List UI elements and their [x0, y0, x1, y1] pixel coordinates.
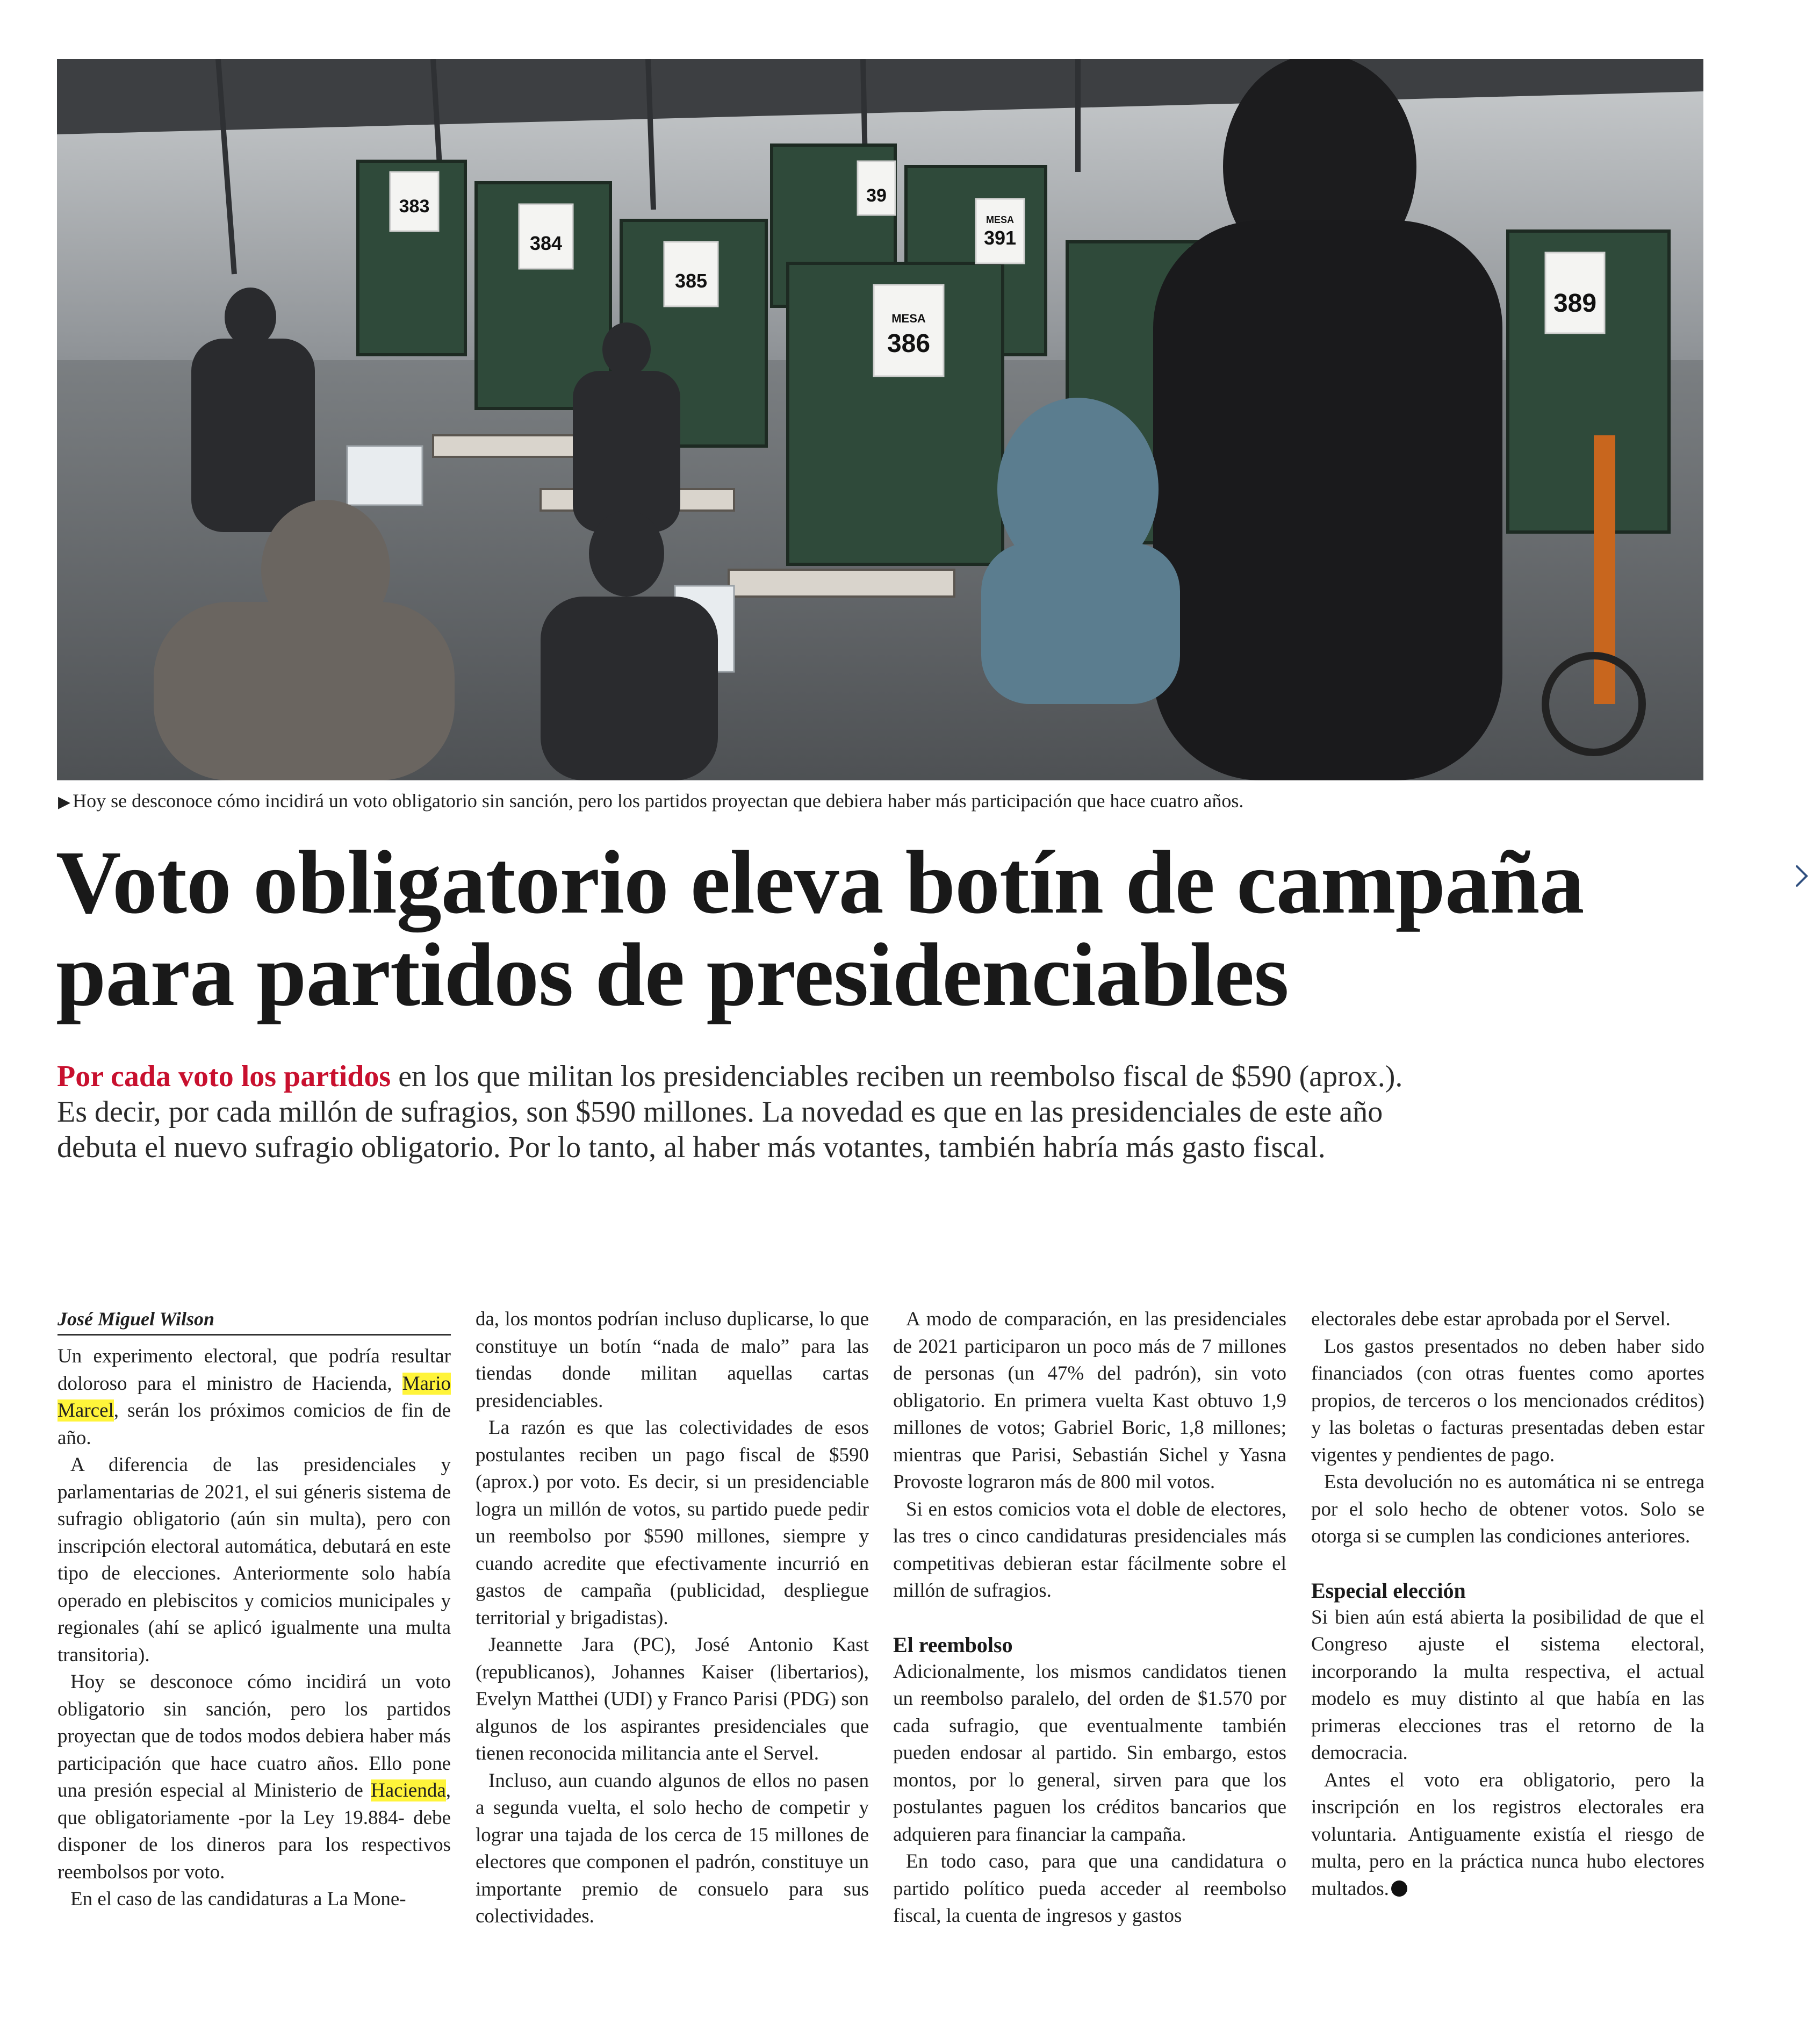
svg-text:389: 389 [1553, 289, 1597, 318]
paragraph [57, 1669, 451, 1886]
paragraph: Incluso, aun cuando algunos de ellos no pasen a segunda vuelta, el solo hecho de competir y lograr una tajada de los cerca de 15 millones de electores que componen el padrón, constituye un importante premio de consuelo para sus colectividades. [476, 1769, 869, 1927]
subheading-reembolso: El reembolso [893, 1632, 1013, 1657]
paragraph: Los gastos presentados no deben haber sido financiados (con otras fuentes como aportes propios, de terceros o los mencionados créditos) y las boletas o facturas presentadas deben estar vigentes y pendientes de pago. [1311, 1335, 1704, 1466]
paragraph [57, 1343, 451, 1452]
paragraph: En el caso de las candidaturas a La Mone- [70, 1888, 406, 1910]
text: , que obligatoriamente -por la Ley 19.884- debe disponer de los dineros para los respectivos reembolsos por voto. [57, 1779, 451, 1883]
svg-text:391: 391 [983, 227, 1017, 249]
paragraph: La razón es que las colectividades de esos postulantes reciben un pago fiscal de $590 (aprox.) por voto. Es decir, si un presidenciable logra un millón de votos, su partido puede pedir un reembolso por $590 millones, siempre y cuando acredite que efectivamente incurrió en gastos de campaña (publicidad, despliegue territorial y brigadistas). [476, 1417, 869, 1629]
article-lede [57, 1059, 1669, 1165]
paragraph: Jeannette Jara (PC), José Antonio Kast (republicanos), Johannes Kaiser (libertarios), Evelyn Matthei (UDI) y Franco Parisi (PDG) son algunos de los aspirantes presidenciales que tienen reconocida militancia ante el Servel. [476, 1634, 869, 1764]
article-column-2 [476, 1306, 869, 1930]
svg-text:MESA: MESA [985, 214, 1015, 225]
text: Hoy se desconoce cómo incidirá un voto obligatorio sin sanción, pero los partidos proyectan que de todos modos debiera haber más participación que hace cuatro años. Ello pone una presión especial al Ministerio de [57, 1671, 451, 1801]
text: Un experimento electoral, que podría resultar doloroso para el ministro de Hacienda, [57, 1345, 451, 1395]
paragraph [1311, 1767, 1704, 1903]
paragraph: En todo caso, para que una candidatura o partido político pueda acceder al reembolso fiscal, la cuenta de ingresos y gastos [893, 1850, 1286, 1927]
lede-line-1-rest: en los que militan los presidenciables reciben un reembolso fiscal de $590 (aprox.). [391, 1060, 1403, 1093]
paragraph: electorales debe estar aprobada por el Servel. [1311, 1308, 1671, 1330]
end-of-article-icon [1391, 1880, 1407, 1897]
paragraph: Si en estos comicios vota el doble de electores, las tres o cinco candidaturas presidenciales más competitivas debieran estar fácilmente sobre el millón de sufragios. [893, 1498, 1286, 1602]
highlighted-term: Hacienda [371, 1779, 446, 1801]
lede-line-1 [57, 1059, 1669, 1094]
paragraph: Esta devolución no es automática ni se entrega por el solo hecho de obtener votos. Solo se otorga si se cumplen las condiciones anteriores. [1311, 1471, 1704, 1547]
svg-text:384: 384 [529, 232, 563, 254]
headline-line-2: para partidos de presidenciables [56, 925, 1289, 1025]
highlighted-name: Mario Marcel [57, 1372, 451, 1422]
photo-caption [58, 789, 1708, 814]
headline-line-1: Voto obligatorio eleva botín de campaña [56, 832, 1584, 932]
paragraph: A modo de comparación, en las presidenciales de 2021 participaron un poco más de 7 millones de personas (un 47% del padrón), sin voto obligatorio. En primera vuelta Kast obtuvo 1,9 millones de votos; Gabriel Boric, 1,8 millones; mientras que Parisi, Sebastián Sichel y Yasna Provoste lograron más de 800 mil votos. [893, 1308, 1286, 1493]
article-column-1 [57, 1306, 451, 1913]
lede-line-2: Es decir, por cada millón de sufragios, son $590 millones. La novedad es que en las presidenciales de este año [57, 1095, 1383, 1129]
paragraph: Adicionalmente, los mismos candidatos tienen un reembolso paralelo, del orden de $1.570 por cada sufragio, que eventualmente también pueden endosar al partido. Sin embargo, estos montos, por lo general, sirven para que los postulantes paguen los créditos bancarios que adquieren para financiar la campaña. [893, 1660, 1286, 1846]
caption-marker: ▶ [58, 793, 71, 811]
lede-highlight: Por cada voto los partidos [57, 1060, 391, 1093]
text: , serán los próximos comicios de fin de año. [57, 1399, 451, 1449]
chevron-right-icon[interactable] [1793, 861, 1812, 891]
paragraph: da, los montos podrían incluso duplicarse, lo que constituye un botín “nada de malo” para las tiendas donde militan aquellas cartas presidenciables. [476, 1308, 869, 1412]
svg-text:385: 385 [674, 270, 708, 292]
caption-text: Hoy se desconoce cómo incidirá un voto obligatorio sin sanción, pero los partidos proyectan que debiera haber más participación que hace cuatro años. [73, 790, 1244, 812]
article-headline [56, 832, 1732, 1025]
article-photo [57, 59, 1703, 780]
svg-text:386: 386 [887, 329, 931, 358]
text: Antes el voto era obligatorio, pero la inscripción en los registros electorales era voluntaria. Antiguamente existía el riesgo de multa, pero en la práctica nunca hubo electores multados. [1311, 1769, 1704, 1900]
byline: José Miguel Wilson [57, 1306, 451, 1336]
article-column-4 [1311, 1306, 1704, 1903]
article-column-3 [893, 1306, 1286, 1930]
svg-text:39: 39 [866, 185, 887, 206]
svg-text:MESA: MESA [891, 312, 926, 325]
paragraph: Si bien aún está abierta la posibilidad de que el Congreso ajuste el sistema electoral, incorporando la multa respectiva, el actual modelo es muy distinto al que había en las primeras elecciones tras el retorno de la democracia. [1311, 1606, 1704, 1764]
subheading-especial-eleccion: Especial elección [1311, 1578, 1466, 1603]
lede-line-3: debuta el nuevo sufragio obligatorio. Por lo tanto, al haber más votantes, también habría más gasto fiscal. [57, 1131, 1326, 1164]
paragraph: A diferencia de las presidenciales y parlamentarias de 2021, el sui géneris sistema de sufragio obligatorio (aún sin multa), pero con inscripción electoral automática, debutará en este tipo de elecciones. Anteriormente solo había operado en plebiscitos y comicios municipales y regionales (ahí se aplicó igualmente una multa transitoria). [57, 1454, 451, 1666]
svg-text:383: 383 [399, 196, 430, 217]
polling-station-photo [57, 59, 1703, 780]
